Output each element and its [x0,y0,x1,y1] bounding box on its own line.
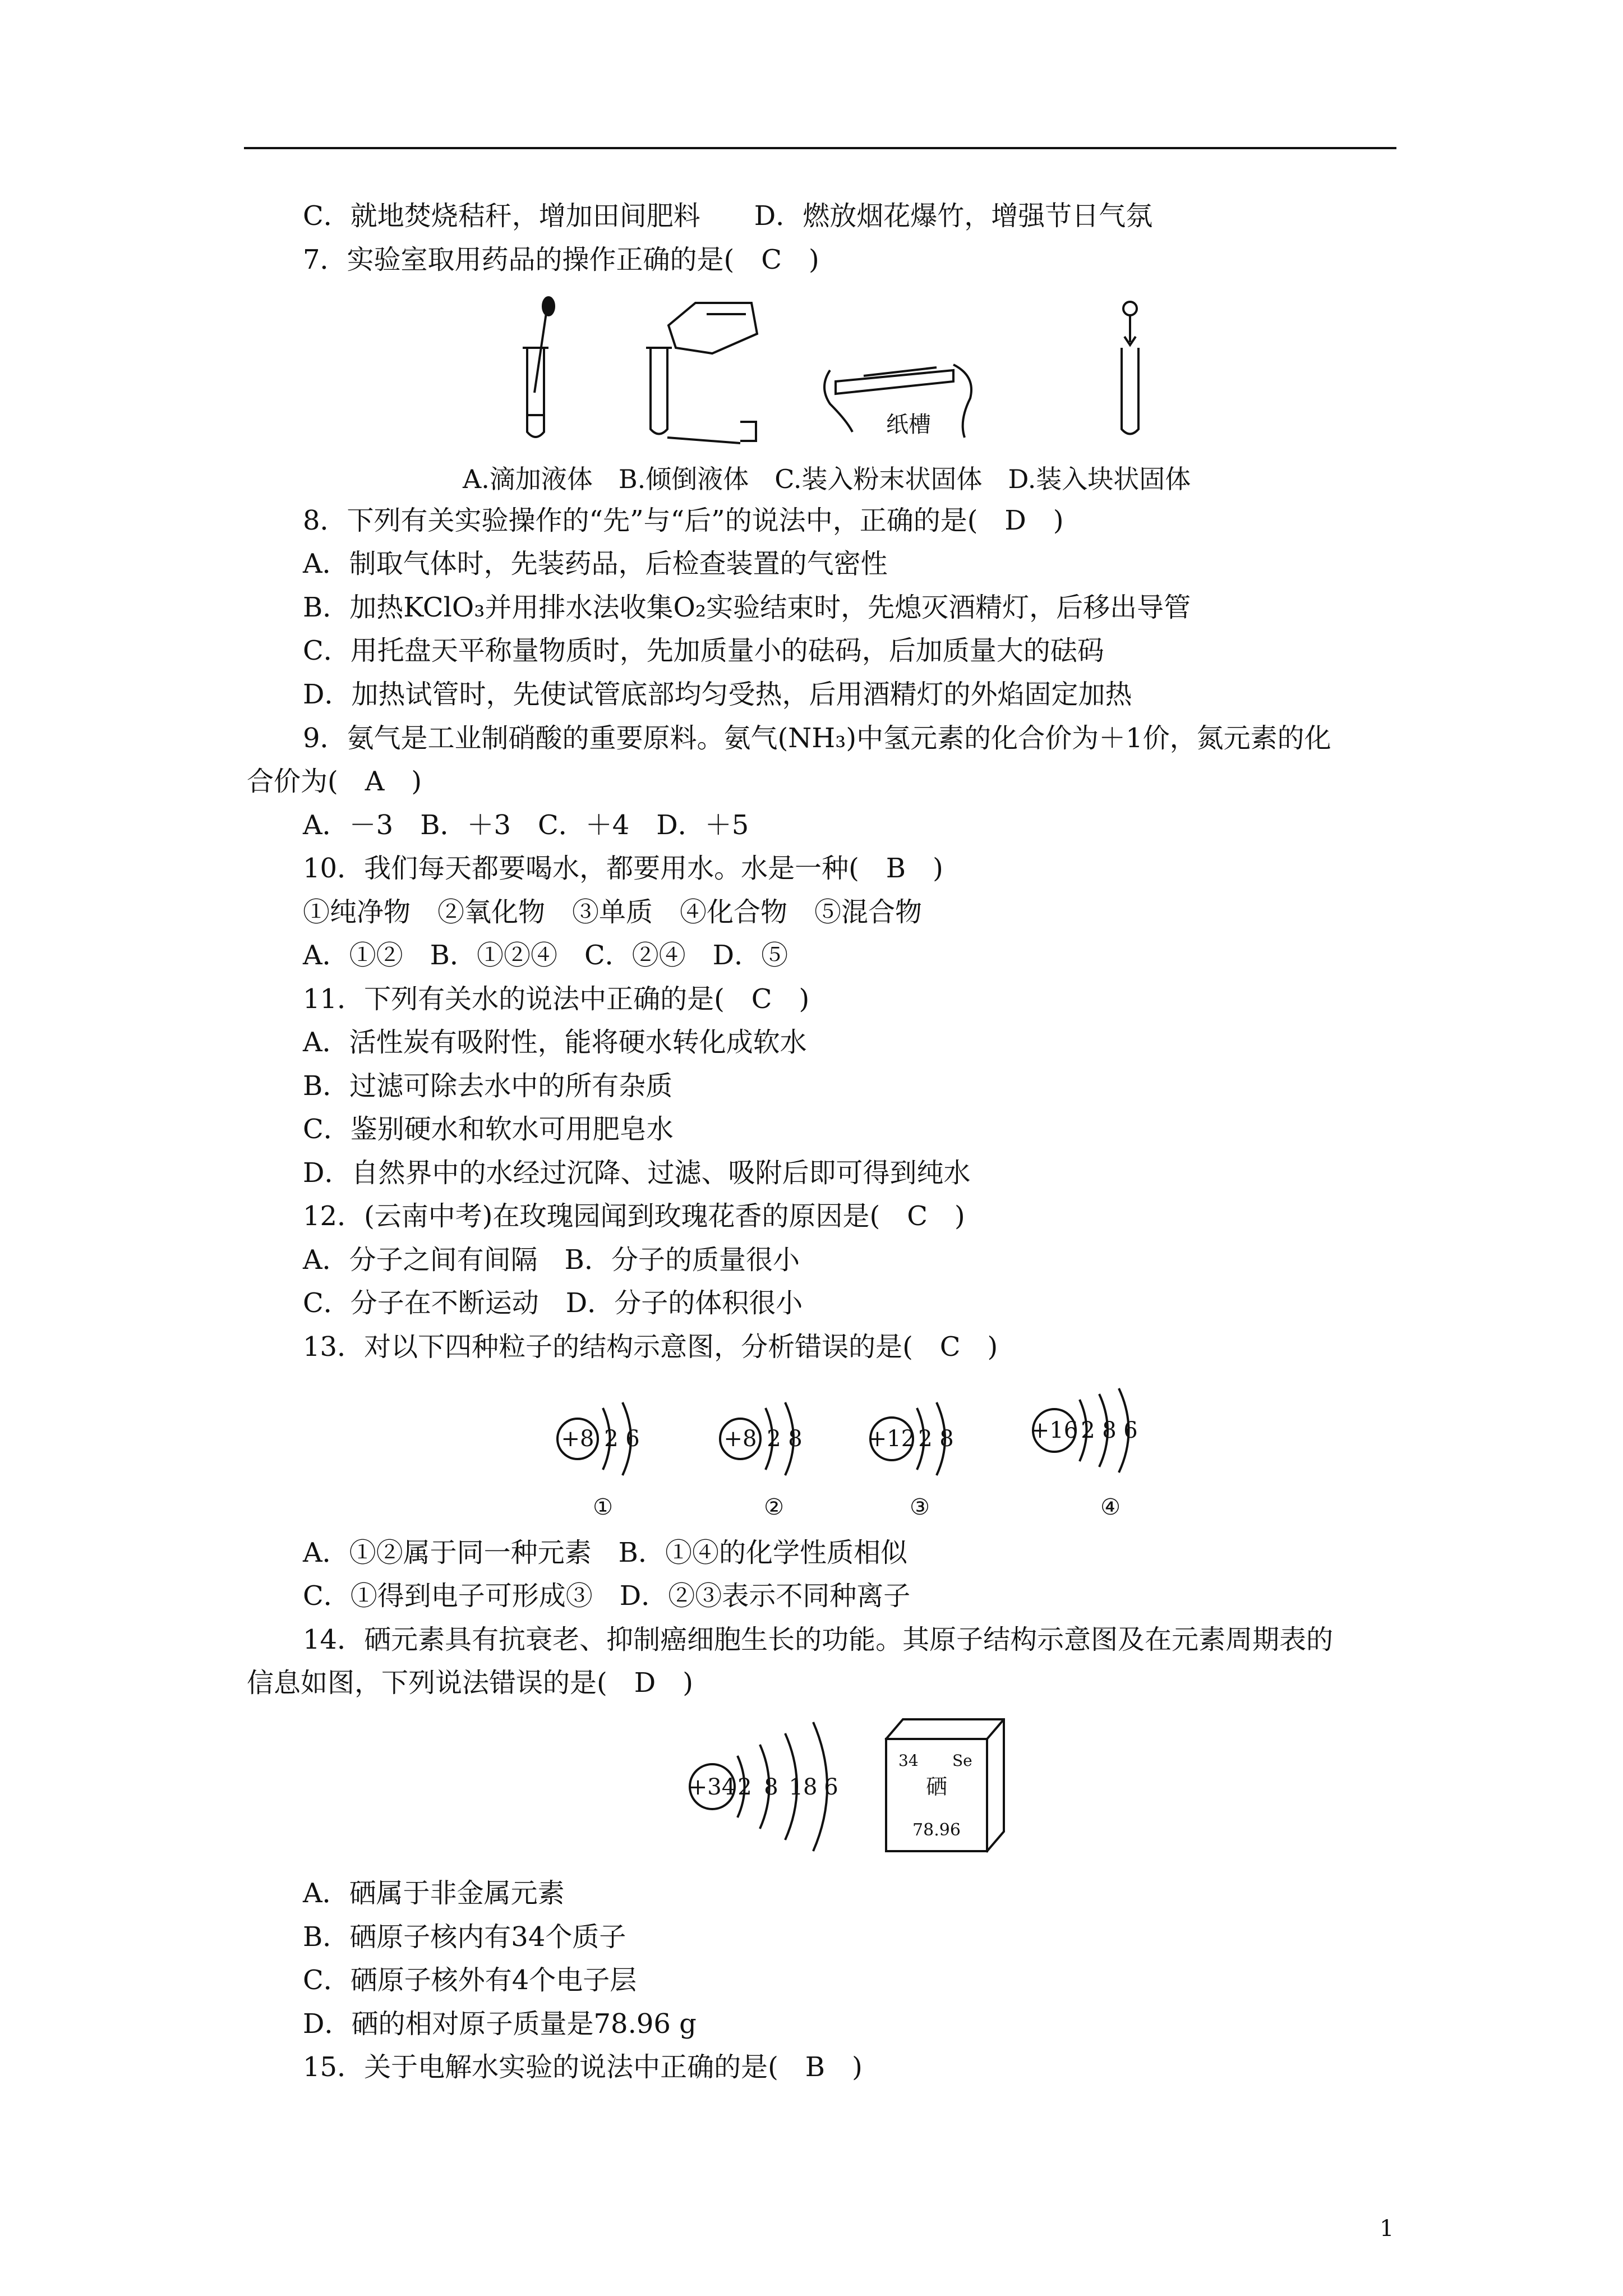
svg-text:2: 2 [737,1774,752,1800]
svg-text:③: ③ [910,1494,930,1520]
svg-text:8: 8 [764,1774,778,1800]
question-11: 11．下列有关水的说法中正确的是( C ) [303,983,810,1015]
option-14a: A．硒属于非金属元素 [303,1878,565,1909]
question-12: 12．(云南中考)在玫瑰园闻到玫瑰花香的原因是( C ) [303,1200,965,1232]
option-14c: C．硒原子核外有4个电子层 [303,1964,637,1996]
particle-3 [868,1402,954,1520]
svg-text:+34: +34 [688,1774,736,1800]
particle-4 [1031,1388,1138,1520]
option-11d: D．自然界中的水经过沉降、过滤、吸附后即可得到纯水 [303,1157,971,1189]
question-14-cont: 信息如图，下列说法错误的是( D ) [247,1667,693,1699]
option-6c-6d: C．就地焚烧秸秆，增加田间肥料 D．燃放烟花爆竹，增强节日气氛 [303,200,1153,232]
choices-10: ①纯净物 ②氧化物 ③单质 ④化合物 ⑤混合物 [303,896,923,928]
question-9: 9．氨气是工业制硝酸的重要原料。氨气(NH₃)中氢元素的化合价为＋1价，氮元素的化 [303,723,1331,754]
question-13: 13．对以下四种粒子的结构示意图，分析错误的是( C ) [303,1331,998,1363]
options-9: A．－3 B．＋3 C．＋4 D．＋5 [303,809,749,841]
svg-text:78.96: 78.96 [912,1820,961,1840]
svg-text:①: ① [593,1494,613,1520]
question-14: 14．硒元素具有抗衰老、抑制癌细胞生长的功能。其原子结构示意图及在元素周期表的 [303,1624,1334,1655]
svg-text:+8: +8 [561,1426,594,1452]
svg-text:6: 6 [1123,1418,1138,1443]
svg-text:8: 8 [788,1426,803,1452]
svg-text:8: 8 [1102,1418,1117,1443]
question-8: 8．下列有关实验操作的“先”与“后”的说法中，正确的是( D ) [303,505,1064,536]
question-15: 15．关于电解水实验的说法中正确的是( B ) [303,2051,863,2083]
svg-text:2: 2 [1081,1418,1095,1443]
svg-text:+16: +16 [1030,1418,1078,1443]
option-8c: C．用托盘天平称量物质时，先加质量小的砝码，后加质量大的砝码 [303,635,1104,666]
page-number: 1 [1380,2216,1394,2242]
header-rule [244,147,1396,149]
svg-text:②: ② [764,1494,784,1520]
options-13cd: C．①得到电子可形成③ D．②③表示不同种离子 [303,1580,911,1612]
svg-text:2: 2 [918,1426,933,1452]
particle-2 [720,1402,803,1520]
svg-text:34: 34 [898,1751,919,1770]
svg-text:8: 8 [939,1426,954,1452]
figure-particle-structures [538,1386,1166,1526]
question-7: 7．实验室取用药品的操作正确的是( C ) [303,244,819,275]
svg-text:Se: Se [952,1751,972,1770]
svg-text:6: 6 [824,1774,838,1800]
options-12cd: C．分子在不断运动 D．分子的体积很小 [303,1287,803,1319]
options-10: A．①② B．①②④ C．②④ D．⑤ [303,940,789,971]
svg-text:+12: +12 [868,1426,916,1452]
option-14b: B．硒原子核内有34个质子 [303,1921,626,1953]
selenium-atom-diagram [689,1722,838,1851]
dropper-test-tube-icon [523,297,554,437]
solid-test-tube-icon [1122,302,1138,434]
paper-trough-label: 纸槽 [886,412,931,438]
svg-text:④: ④ [1100,1494,1121,1520]
figure-selenium [679,1711,1026,1862]
option-11c: C．鉴别硬水和软水可用肥皂水 [303,1114,674,1145]
particle-1 [557,1402,640,1520]
svg-text:+8: +8 [723,1426,757,1452]
svg-text:18: 18 [789,1774,818,1800]
question-9-cont: 合价为( A ) [247,766,422,797]
option-11b: B．过滤可除去水中的所有杂质 [303,1070,673,1102]
option-8b: B．加热KClO₃并用排水法收集O₂实验结束时，先熄灭酒精灯，后移出导管 [303,592,1191,623]
svg-text:6: 6 [625,1426,640,1452]
pouring-liquid-icon [646,303,757,443]
svg-text:2: 2 [604,1426,619,1452]
svg-text:2: 2 [767,1426,781,1452]
figure-7-caption: A.滴加液体 B.倾倒液体 C.装入粉末状固体 D.装入块状固体 [463,464,1191,494]
option-11a: A．活性炭有吸附性，能将硬水转化成软水 [303,1027,807,1058]
svg-text:硒: 硒 [925,1774,948,1799]
option-14d: D．硒的相对原子质量是78.96 g [303,2008,697,2040]
periodic-table-cell [886,1719,1004,1851]
option-8d: D．加热试管时，先使试管底部均匀受热，后用酒精灯的外焰固定加热 [303,679,1132,710]
options-13ab: A．①②属于同一种元素 B．①④的化学性质相似 [303,1537,907,1568]
options-12ab: A．分子之间有间隔 B．分子的质量很小 [303,1244,800,1276]
question-10: 10．我们每天都要喝水，都要用水。水是一种( B ) [303,853,943,884]
option-8a: A．制取气体时，先装药品，后检查装置的气密性 [303,548,888,579]
figure-lab-operations [460,292,1245,449]
